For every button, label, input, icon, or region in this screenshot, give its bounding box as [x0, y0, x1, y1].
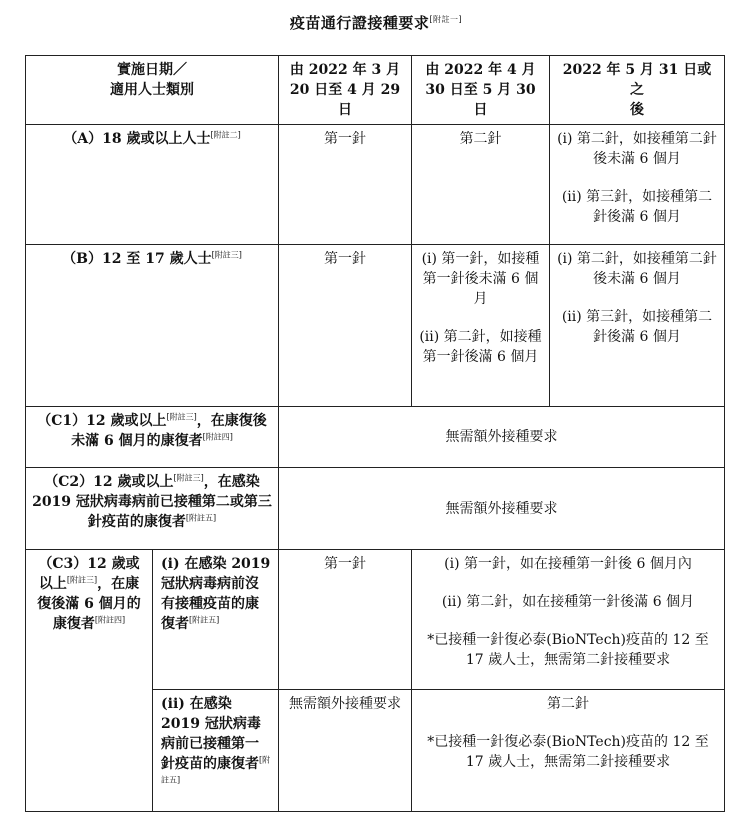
row-a-period-3-item-2: (ii) 第三針，如接種第二針後滿 6 個月: [561, 189, 713, 225]
row-c3-sub2-label-text: (ii) 在感染 2019 冠狀病毒病前已接種第一針疫苗的康復者: [161, 696, 261, 772]
row-a-period-2: 第二針: [412, 125, 550, 245]
row-a-note: [附註二]: [210, 130, 241, 140]
header-category: 實施日期／ 適用人士類別: [26, 56, 279, 125]
row-c3-sub2-rest-item-2: *已接種一針復必泰(BioNTech)疫苗的 12 至 17 歲人士，無需第二針接種要求: [427, 734, 709, 770]
row-c3-sub1-note: [附註五]: [189, 615, 220, 625]
row-b-period-2-item-2: (ii) 第二針，如接種第一針後滿 6 個月: [419, 329, 542, 365]
row-c3-sub1-label-text: (i) 在感染 2019 冠狀病毒病前沒有接種疫苗的康復者: [161, 556, 271, 632]
row-c3-sub1-rest-item-2: (ii) 第二針，如在接種第一針後滿 6 個月: [441, 594, 695, 610]
row-c3-label-b: ，在康復後滿 6 個月的康復者: [37, 576, 141, 632]
header-period-1: 由 2022 年 3 月 20 日至 4 月 29 日: [279, 56, 412, 125]
row-a-period-3: [550, 125, 725, 245]
row-c1-label-b: ，在康復後未滿 6 個月的康復者: [71, 413, 267, 449]
row-a-period-1: 第一針: [279, 125, 412, 245]
row-c2-label-b: ，在感染 2019 冠狀病毒病前已接種第二或第三針疫苗的康復者: [32, 474, 272, 530]
row-c3-sub2-rest: [412, 690, 725, 812]
title-text: 疫苗通行證接種要求: [289, 14, 430, 32]
row-c2-label: [26, 468, 279, 550]
row-c3-sub1-rest-item-1: (i) 第一針，如在接種第一針後 6 個月內: [444, 556, 692, 572]
row-c3-note-a: [附註三]: [66, 575, 98, 585]
row-c1-value: 無需額外接種要求: [279, 407, 725, 468]
header-period-3: 2022 年 5 月 31 日或之 後: [550, 56, 725, 125]
row-c2: [26, 468, 725, 550]
row-b-label: [26, 245, 279, 407]
row-c3-sub1-label: [153, 550, 279, 690]
row-c2-label-a: （C2）12 歲或以上: [44, 474, 174, 490]
row-b-period-2-item-1: (i) 第一針，如接種第一針後未滿 6 個月: [421, 251, 540, 307]
header-period-2: 由 2022 年 4 月 30 日至 5 月 30 日: [412, 56, 550, 125]
row-c3-label-a: （C3）12 歲或以上: [38, 556, 140, 592]
row-c3-sub2-rest-item-1: 第二針: [547, 696, 589, 712]
row-b-period-3-item-2: (ii) 第三針，如接種第二針後滿 6 個月: [561, 309, 713, 345]
row-c3-sub1-rest-item-3: *已接種一針復必泰(BioNTech)疫苗的 12 至 17 歲人士，無需第二針接種要求: [427, 632, 709, 668]
row-b-period-3: [550, 245, 725, 407]
row-c3-sub1-period-1: 第一針: [279, 550, 412, 690]
header-row: [26, 56, 725, 125]
row-a: [26, 125, 725, 245]
row-c3-sub2-note: [附註五]: [161, 755, 271, 785]
row-a-label-text: （A）18 歲或以上人士: [63, 131, 211, 147]
row-c3-sub2-label: [153, 690, 279, 812]
vaccine-requirements-table: [25, 55, 725, 812]
row-c2-note-a: [附註三]: [173, 473, 204, 483]
row-c3-sub2-period-1: 無需額外接種要求: [279, 690, 412, 812]
row-b-period-2: [412, 245, 550, 407]
row-b-period-1: 第一針: [279, 245, 412, 407]
row-c1-label-a: （C1）12 歲或以上: [37, 413, 167, 429]
row-c3-sub1: [26, 550, 725, 690]
row-b-label-text: （B）12 至 17 歲人士: [62, 251, 212, 267]
row-a-label: [26, 125, 279, 245]
row-c1: [26, 407, 725, 468]
row-c3-sub1-rest: [412, 550, 725, 690]
row-c2-note-b: [附註五]: [185, 513, 217, 523]
row-a-period-3-item-1: (i) 第二針，如接種第二針後未滿 6 個月: [557, 131, 717, 167]
row-b: [26, 245, 725, 407]
row-b-note: [附註三]: [211, 250, 242, 260]
row-c1-note-a: [附註三]: [166, 412, 197, 422]
row-c1-label: [26, 407, 279, 468]
page-title: [0, 12, 752, 33]
row-c3-label: [26, 550, 153, 812]
row-c2-value: 無需額外接種要求: [279, 468, 725, 550]
title-note: [附註一]: [429, 15, 463, 24]
row-b-period-3-item-1: (i) 第二針，如接種第二針後未滿 6 個月: [557, 251, 717, 287]
row-c1-note-b: [附註四]: [202, 432, 233, 442]
row-c3-note-b: [附註四]: [94, 615, 126, 625]
